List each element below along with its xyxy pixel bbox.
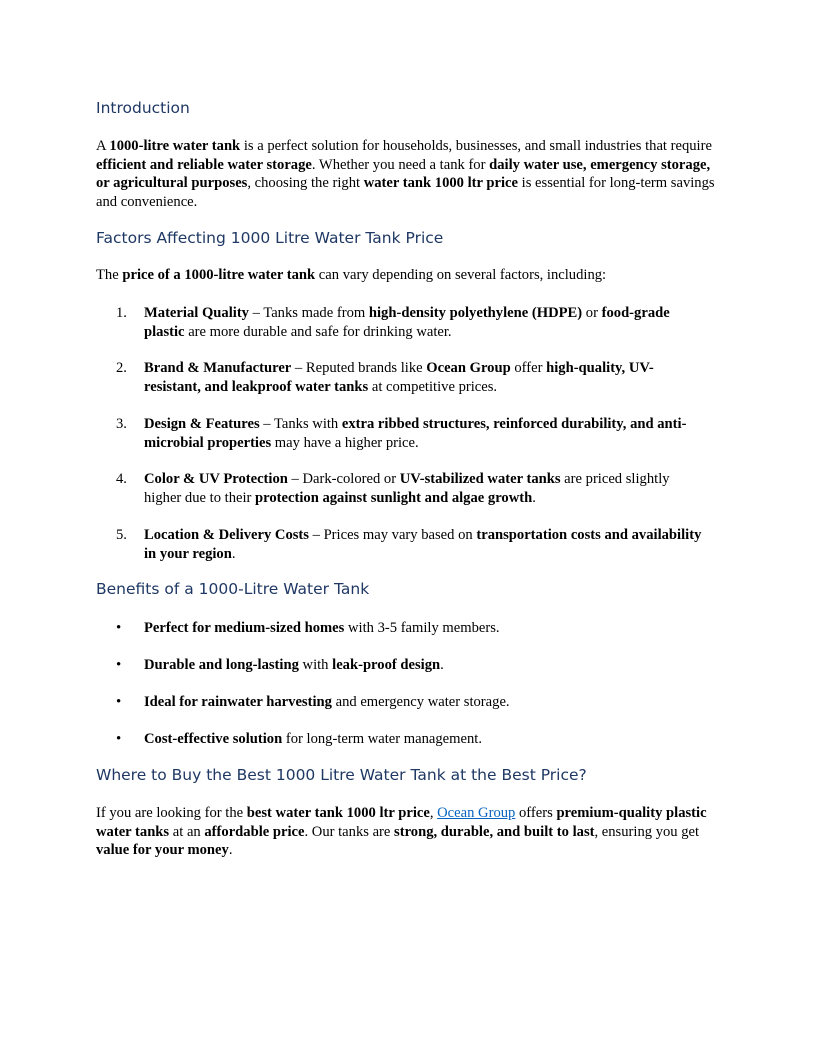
intro-paragraph: A 1000-litre water tank is a perfect solution for households, businesses, and small industries that require efficient and reliable water storage. Whether you need a tank for daily water use, emergency storage, or agricultural purposes, choosing the right water tank 1000 ltr price is essential for long-term savings and convenience. [96,138,715,210]
heading-introduction: Introduction [96,99,190,117]
bullet-item-text: Cost-effective solution for long-term water management. [144,731,482,747]
bullet-icon: • [116,731,122,747]
bullet-item [116,730,706,749]
bullet-item [116,656,706,675]
list-item-text: Location & Delivery Costs – Prices may vary based on transportation costs and availability in your region. [144,527,702,562]
list-item-text: Material Quality – Tanks made from high-density polyethylene (HDPE) or food-grade plastic are more durable and safe for drinking water. [144,305,670,340]
bullet-item [116,619,706,638]
bullet-icon: • [116,657,122,673]
list-item [116,470,706,507]
list-item [116,304,706,341]
list-number: 1. [116,305,127,321]
bullet-icon: • [116,620,122,636]
factors-intro-paragraph: The price of a 1000-litre water tank can vary depending on several factors, including: [96,267,607,283]
list-number: 2. [116,360,127,376]
list-item [116,415,706,452]
bullet-item-text: Durable and long-lasting with leak-proof design. [144,657,444,673]
list-item [116,359,706,396]
list-number: 5. [116,527,127,543]
list-item-text: Color & UV Protection – Dark-colored or UV-stabilized water tanks are priced slightly higher due to their protection against sunlight and algae growth. [144,471,670,506]
heading-benefits: Benefits of a 1000-Litre Water Tank [96,580,370,598]
list-number: 4. [116,471,127,487]
list-item [116,526,706,563]
buy-paragraph: If you are looking for the best water tank 1000 ltr price, Ocean Group offers premium-quality plastic water tanks at an affordable price. Our tanks are strong, durable, and built to last, ensuring you get value for your money. [96,805,707,858]
bullet-item [116,693,706,712]
list-number: 3. [116,416,127,432]
heading-where-to-buy: Where to Buy the Best 1000 Litre Water Tank at the Best Price? [96,766,587,784]
heading-factors: Factors Affecting 1000 Litre Water Tank Price [96,229,444,247]
bullet-icon: • [116,694,122,710]
bullet-item-text: Ideal for rainwater harvesting and emergency water storage. [144,694,510,710]
list-item-text: Design & Features – Tanks with extra ribbed structures, reinforced durability, and anti-microbial properties may have a higher price. [144,416,687,451]
bullet-item-text: Perfect for medium-sized homes with 3-5 family members. [144,620,500,636]
ocean-group-link[interactable]: Ocean Group [437,805,516,821]
list-item-text: Brand & Manufacturer – Reputed brands like Ocean Group offer high-quality, UV-resistant, and leakproof water tanks at competitive prices. [144,360,654,395]
